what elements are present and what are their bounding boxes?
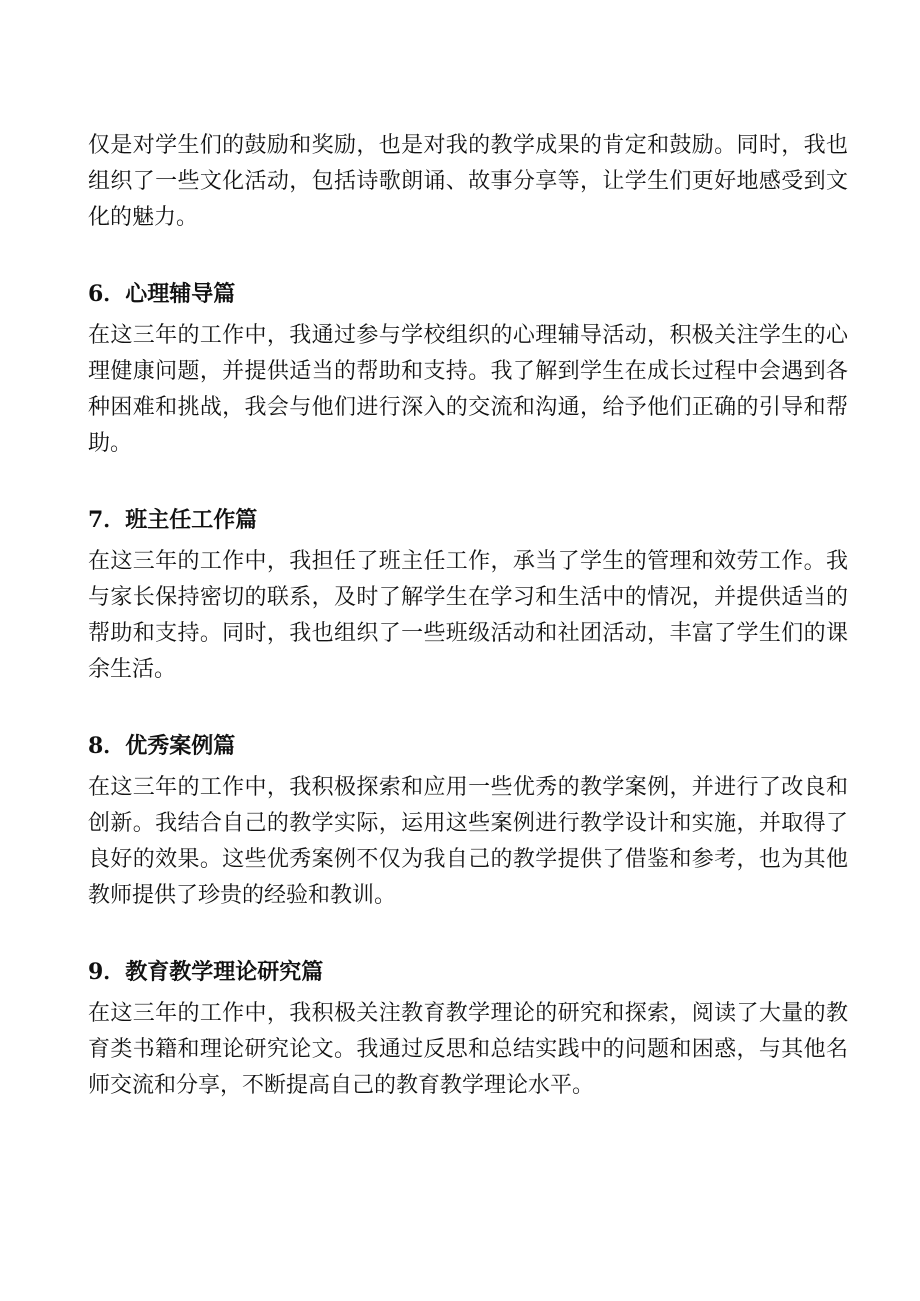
section-heading-9: 9．教育教学理论研究篇 — [88, 959, 324, 985]
document-page — [88, 128, 848, 1104]
section-heading-7: 7．班主任工作篇 — [88, 507, 258, 533]
section-heading-6: 6．心理辅导篇 — [88, 281, 236, 307]
intro-paragraph: 仅是对学生们的鼓励和奖励，也是对我的教学成果的肯定和鼓励。同时，我也组织了一些文化活动，包括诗歌朗诵、故事分享等，让学生们更好地感受到文化的魅力。 — [88, 133, 848, 230]
section-body-8: 在这三年的工作中，我积极探索和应用一些优秀的教学案例，并进行了改良和创新。我结合自己的教学实际，运用这些案例进行教学设计和实施，并取得了良好的效果。这些优秀案例不仅为我自己的教学提供了借鉴和参考，也为其他教师提供了珍贵的经验和教训。 — [88, 775, 848, 908]
section-body-9: 在这三年的工作中，我积极关注教育教学理论的研究和探索，阅读了大量的教育类书籍和理论研究论文。我通过反思和总结实践中的问题和困惑，与其他名师交流和分享，不断提高自己的教育教学理论水平。 — [88, 1001, 848, 1098]
section-body-7: 在这三年的工作中，我担任了班主任工作，承当了学生的管理和效劳工作。我与家长保持密切的联系，及时了解学生在学习和生活中的情况，并提供适当的帮助和支持。同时，我也组织了一些班级活动和社团活动，丰富了学生们的课余生活。 — [88, 549, 848, 682]
spacer — [88, 688, 848, 728]
section-heading-8: 8．优秀案例篇 — [88, 733, 236, 759]
spacer — [88, 914, 848, 954]
spacer — [88, 462, 848, 502]
section-body-6: 在这三年的工作中，我通过参与学校组织的心理辅导活动，积极关注学生的心理健康问题，并提供适当的帮助和支持。我了解到学生在成长过程中会遇到各种困难和挑战，我会与他们进行深入的交流和沟通，给予他们正确的引导和帮助。 — [88, 323, 848, 456]
spacer — [88, 236, 848, 276]
